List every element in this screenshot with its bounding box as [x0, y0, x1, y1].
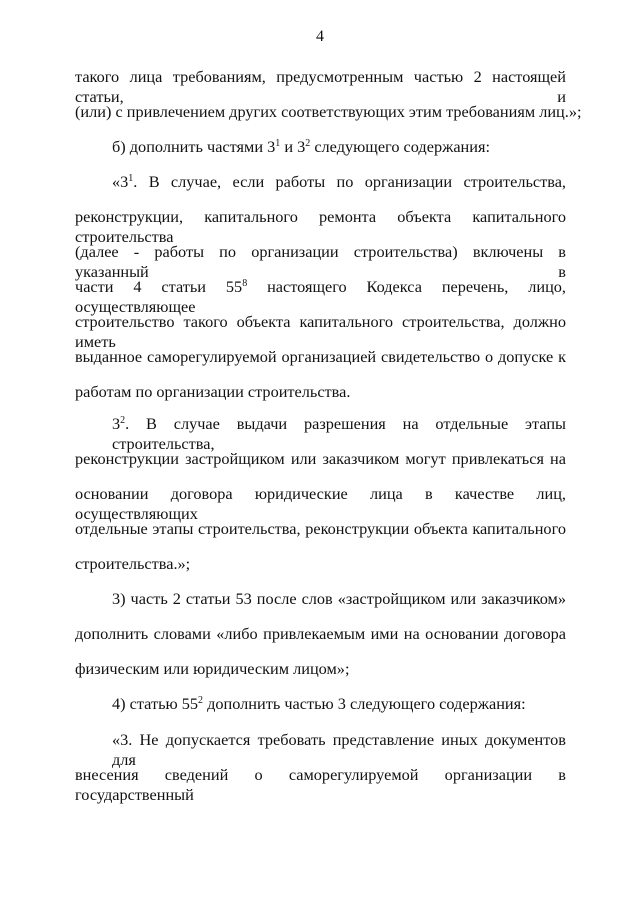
- text-segment: (или) с привлечением других соответствующих этим требованиям лиц.»;: [75, 102, 582, 121]
- superscript: 2: [305, 138, 311, 149]
- text-line: [75, 624, 566, 644]
- text-segment: «3: [112, 172, 129, 191]
- text-segment: 3: [112, 414, 121, 433]
- text-line: [112, 414, 566, 454]
- text-segment: б) дополнить частями 3: [112, 137, 276, 156]
- text-segment: следующего содержания:: [310, 137, 490, 156]
- superscript: 1: [275, 138, 281, 149]
- text-line: [112, 730, 566, 770]
- superscript: 8: [242, 278, 248, 289]
- text-segment: отдельные этапы строительства, реконструкции объекта капитального: [75, 519, 566, 538]
- text-segment: внесения сведений о саморегулируемой организации в государственный: [75, 765, 566, 804]
- text-line: [75, 449, 566, 469]
- text-segment: настоящего Кодекса перечень, лицо, осуществляющее: [75, 277, 567, 316]
- text-line: [75, 554, 566, 574]
- text-segment: выданное саморегулируемой организацией свидетельство о допуске к: [75, 347, 566, 366]
- text-segment: «3. Не допускается требовать представление иных документов для: [112, 730, 566, 769]
- text-segment: 4) статью 55: [112, 694, 199, 713]
- text-segment: дополнить словами «либо привлекаемым ими на основании договора: [75, 624, 566, 643]
- text-segment: работам по организации строительства.: [75, 382, 351, 401]
- text-line: [112, 172, 566, 192]
- text-segment: строительство такого объекта капитального строительства, должно иметь: [75, 312, 566, 351]
- text-segment: части 4 статьи 55: [75, 277, 243, 296]
- text-line: [75, 347, 566, 367]
- text-line: [112, 137, 566, 157]
- text-line: [112, 589, 566, 609]
- text-segment: строительства.»;: [75, 554, 191, 573]
- text-segment: . В случае выдачи разрешения на отдельные этапы строительства,: [112, 414, 566, 453]
- text-segment: и 3: [280, 137, 306, 156]
- text-line: [75, 207, 566, 247]
- text-line: [75, 484, 566, 524]
- text-line: [75, 382, 566, 402]
- superscript: 1: [128, 173, 134, 184]
- text-segment: . В случае, если работы по организации строительства,: [133, 172, 566, 191]
- text-line: [75, 312, 566, 352]
- page-number: 4: [316, 28, 324, 45]
- text-segment: (далее - работы по организации строительства) включены в указанный в: [75, 242, 566, 281]
- text-line: [112, 694, 566, 714]
- text-line: [75, 519, 566, 539]
- text-line: [75, 277, 566, 317]
- text-line: [75, 659, 566, 679]
- text-segment: дополнить частью 3 следующего содержания:: [203, 694, 526, 713]
- text-segment: 3) часть 2 статьи 53 после слов «застройщиком или заказчиком»: [112, 589, 566, 608]
- text-segment: реконструкции застройщиком или заказчиком могут привлекаться на: [75, 449, 566, 468]
- text-line: [75, 242, 566, 282]
- superscript: 2: [120, 415, 126, 426]
- text-segment: физическим или юридическим лицом»;: [75, 659, 350, 678]
- text-line: [75, 102, 582, 122]
- text-line: [75, 67, 566, 107]
- text-line: [75, 765, 566, 805]
- superscript: 2: [198, 695, 204, 706]
- text-segment: такого лица требованиям, предусмотренным частью 2 настоящей статьи, и: [75, 67, 566, 106]
- text-segment: реконструкции, капитального ремонта объекта капитального строительства: [75, 207, 566, 246]
- text-segment: основании договора юридические лица в качестве лиц, осуществляющих: [75, 484, 566, 523]
